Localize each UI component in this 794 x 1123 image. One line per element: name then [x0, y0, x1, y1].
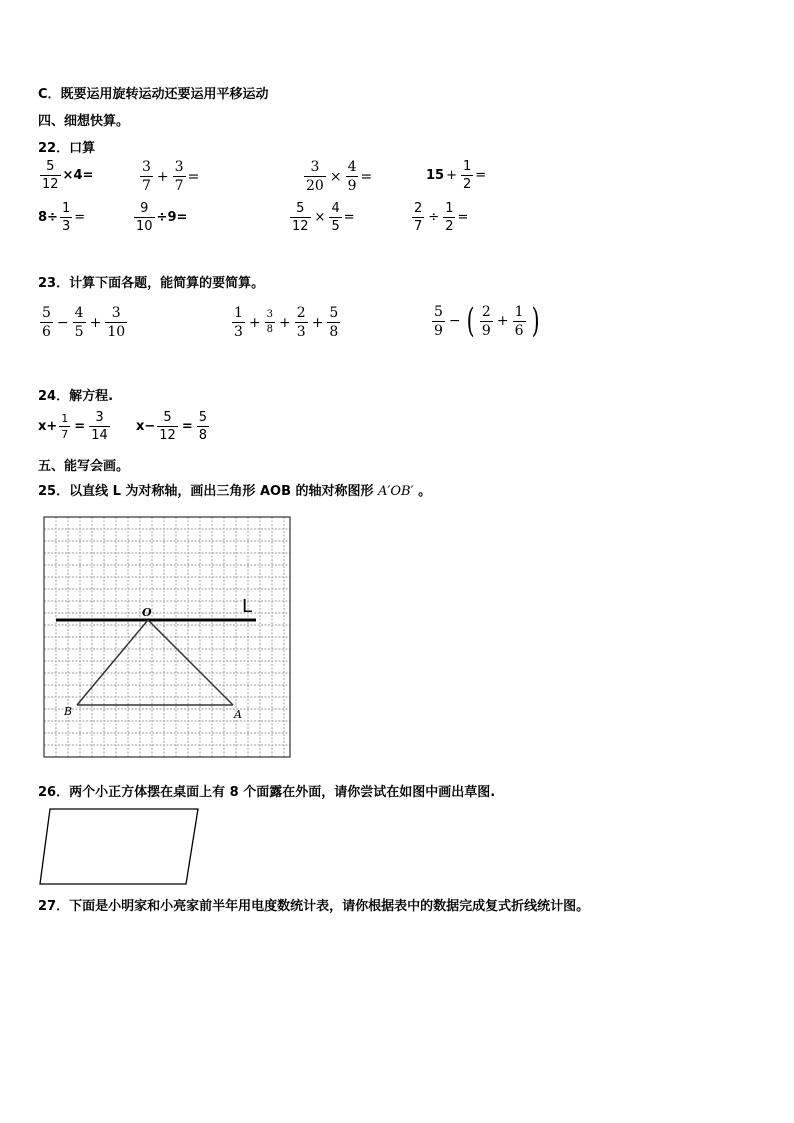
- q25-figure-name: A′OB′: [378, 484, 414, 499]
- q22-item-2: $\frac{3}{7}$ + $\frac{3}{7}$ =: [142, 159, 200, 194]
- q25-text: 25．以直线 L 为对称轴，画出三角形 AOB 的轴对称图形 A′OB′ 。: [38, 484, 432, 499]
- label-b: B: [64, 705, 73, 718]
- q22-title: 22．口算: [38, 141, 96, 156]
- q22-item-7: $\frac{5}{12}$ × $\frac{4}{5}$ =: [292, 201, 355, 234]
- label-o: O: [142, 606, 152, 619]
- segment-oa: [148, 620, 233, 705]
- q27-text: 27．下面是小明家和小亮家前半年用电度数统计表，请你根据表中的数据完成复式折线统计图。: [38, 899, 590, 914]
- q24-title: 24．解方程.: [38, 389, 114, 404]
- q22-item-1: $\frac{5}{12}$ ×4=: [42, 159, 94, 192]
- q22-item-3: $\frac{3}{20}$ × $\frac{4}{9}$ =: [306, 159, 373, 194]
- segment-ob: [77, 620, 148, 705]
- q22-item-6: $\frac{9}{10}$ ÷9=: [136, 201, 188, 234]
- q26-text: 26．两个小正方体摆在桌面上有 8 个面露在外面，请你尝试在如图中画出草图.: [38, 785, 496, 800]
- q22-item-4: 15 + $\frac{1}{2}$ =: [426, 159, 487, 192]
- q24-equation-1: x+ $\frac{1}{7}$ = $\frac{3}{14}$: [38, 410, 108, 443]
- q23-expression-1: $\frac{5}{6}$ − $\frac{4}{5}$ + $\frac{3}{10}$: [42, 305, 126, 340]
- q25-grid-figure: [42, 515, 294, 761]
- q22-item-5: 8÷ $\frac{1}{3}$ =: [38, 201, 86, 234]
- option-c: C．既要运用旋转运动还要运用平移运动: [38, 87, 269, 102]
- label-a: A: [234, 708, 242, 721]
- section-four-heading: 四、细想快算。: [38, 114, 130, 129]
- q23-title: 23．计算下面各题，能简算的要简算。: [38, 276, 265, 291]
- q22-item-8: $\frac{2}{7}$ ÷ $\frac{1}{2}$ =: [414, 201, 469, 234]
- q23-expression-2: $\frac{1}{3}$ + $\frac{3}{8}$ + $\frac{2}{3}$ + $\frac{5}{8}$: [234, 305, 339, 340]
- q26-parallelogram-drawing-area[interactable]: [38, 807, 202, 887]
- q24-equation-2: x− $\frac{5}{12}$ = $\frac{5}{8}$: [136, 410, 208, 443]
- label-l: L: [242, 596, 253, 617]
- section-five-heading: 五、能写会画。: [38, 459, 130, 474]
- q23-expression-3: $\frac{5}{9}$ − ( $\frac{2}{9}$ + $\frac{1}{6}$ ): [434, 301, 540, 341]
